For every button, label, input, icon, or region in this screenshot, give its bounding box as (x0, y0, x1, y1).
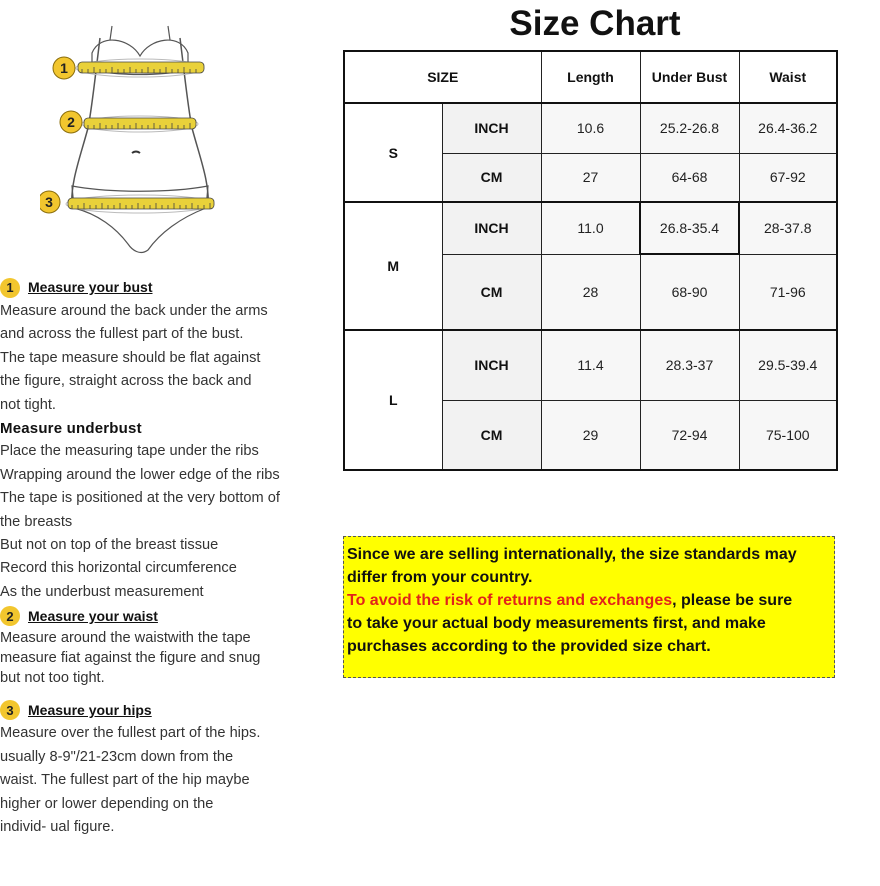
underbust-line: As the underbust measurement (0, 583, 204, 600)
header-under-bust: Under Bust (640, 51, 739, 103)
bust-line: and across the fullest part of the bust. (0, 326, 244, 343)
notice-line: purchases according to the provided size chart. (347, 638, 711, 655)
hips-line: waist. The fullest part of the hip maybe (0, 772, 250, 789)
cell-l-cm-length: 29 (541, 400, 640, 470)
cell-l-inch-length: 11.4 (541, 330, 640, 400)
waist-title: Measure your waist (28, 607, 158, 624)
underbust-line: The tape is positioned at the very bottom of (0, 490, 280, 507)
unit-cm: CM (442, 153, 541, 202)
waist-line: Measure around the waistwith the tape (0, 630, 251, 647)
notice-line (347, 589, 831, 612)
size-chart-table (343, 50, 838, 471)
cell-m-inch-underbust: 26.8-35.4 (640, 202, 739, 254)
bust-heading (0, 276, 330, 300)
waist-line: but not too tight. (0, 670, 105, 687)
unit-inch: INCH (442, 103, 541, 153)
cell-l-inch-underbust: 28.3-37 (640, 330, 739, 400)
size-label-l: L (344, 330, 442, 470)
unit-cm: CM (442, 400, 541, 470)
notice-warning-red: To avoid the risk of returns and exchanges (347, 592, 673, 609)
cell-m-cm-length: 28 (541, 254, 640, 330)
cell-s-cm-length: 27 (541, 153, 640, 202)
header-waist: Waist (739, 51, 837, 103)
waist-heading (0, 604, 330, 628)
cell-s-cm-underbust: 64-68 (640, 153, 739, 202)
underbust-line: Wrapping around the lower edge of the ribs (0, 466, 280, 483)
waist-text (0, 628, 330, 688)
cell-s-inch-length: 10.6 (541, 103, 640, 153)
underbust-text (0, 440, 330, 604)
unit-inch: INCH (442, 330, 541, 400)
hips-heading (0, 698, 330, 722)
cell-m-cm-underbust: 68-90 (640, 254, 739, 330)
header-length: Length (541, 51, 640, 103)
international-size-notice (343, 536, 835, 678)
page-title: Size Chart (509, 4, 681, 43)
underbust-line: Place the measuring tape under the ribs (0, 443, 259, 460)
bust-title: Measure your bust (28, 279, 153, 296)
size-label-s: S (344, 103, 442, 202)
hips-line: individ- ual figure. (0, 818, 115, 835)
notice-line: Since we are selling internationally, the size standards may (347, 546, 797, 563)
hips-text (0, 722, 330, 839)
hips-line: higher or lower depending on the (0, 795, 214, 812)
underbust-line: But not on top of the breast tissue (0, 537, 219, 554)
bust-line: the figure, straight across the back and (0, 373, 252, 390)
cell-m-inch-length: 11.0 (541, 202, 640, 254)
cell-s-inch-waist: 26.4-36.2 (739, 103, 837, 153)
notice-line: to take your actual body measurements first, and make (347, 615, 766, 632)
tape-waist (84, 118, 196, 129)
notice-line-rest: , please be sure (672, 592, 793, 609)
underbust-title: Measure underbust (0, 420, 142, 438)
cell-m-cm-waist: 71-96 (739, 254, 837, 330)
cell-m-inch-waist: 28-37.8 (739, 202, 837, 254)
cell-s-inch-underbust: 25.2-26.8 (640, 103, 739, 153)
notice-line: differ from your country. (347, 569, 533, 586)
marker-2 (60, 111, 82, 133)
bust-text (0, 300, 330, 417)
unit-cm: CM (442, 254, 541, 330)
bust-line: not tight. (0, 396, 56, 413)
header-size: SIZE (344, 51, 541, 103)
underbust-line: the breasts (0, 513, 73, 530)
underbust-line: Record this horizontal circumference (0, 560, 237, 577)
bust-line: Measure around the back under the arms (0, 303, 268, 319)
svg-text:2: 2 (67, 114, 75, 130)
step-3-badge: 3 (0, 700, 20, 720)
measurement-instructions (0, 276, 330, 839)
marker-1 (53, 57, 75, 79)
step-1-badge: 1 (0, 278, 20, 298)
cell-s-cm-waist: 67-92 (739, 153, 837, 202)
cell-l-cm-underbust: 72-94 (640, 400, 739, 470)
hips-line: usually 8-9"/21-23cm down from the (0, 748, 234, 765)
cell-l-cm-waist: 75-100 (739, 400, 837, 470)
navel (132, 152, 140, 154)
svg-text:3: 3 (45, 194, 53, 210)
unit-inch: INCH (442, 202, 541, 254)
tape-bust (78, 62, 204, 73)
size-label-m: M (344, 202, 442, 330)
hips-title: Measure your hips (28, 701, 152, 718)
body-measurement-figure (40, 18, 240, 268)
step-2-badge: 2 (0, 606, 20, 626)
waist-line: measure fiat against the figure and snug (0, 650, 261, 667)
marker-3 (40, 191, 60, 213)
briefs-outline (72, 186, 208, 252)
svg-text:1: 1 (60, 60, 68, 76)
bust-line: The tape measure should be flat against (0, 349, 261, 366)
hips-line: Measure over the fullest part of the hips. (0, 725, 261, 742)
cell-l-inch-waist: 29.5-39.4 (739, 330, 837, 400)
